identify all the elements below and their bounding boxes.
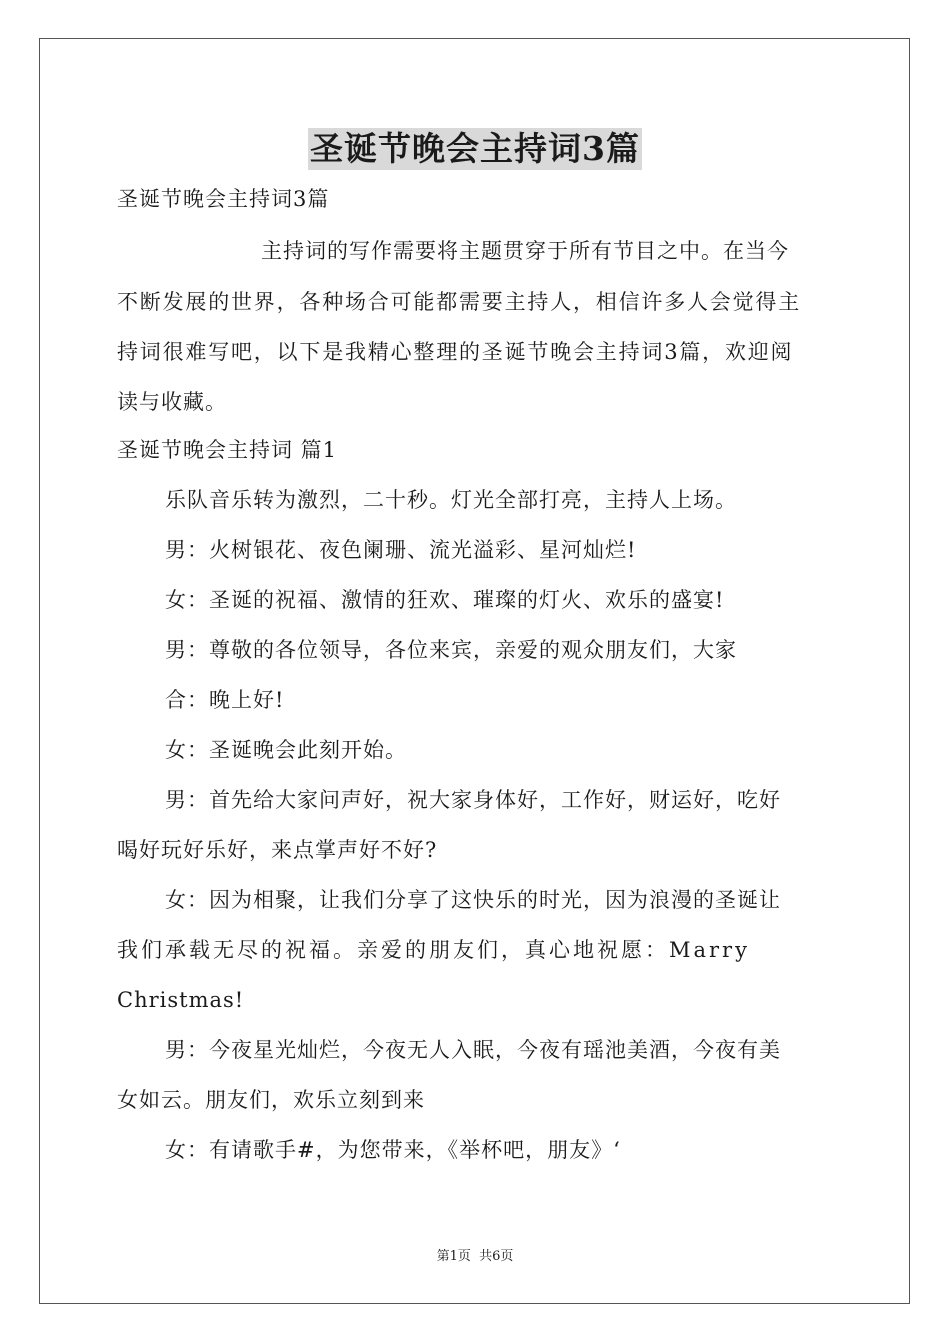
document-subtitle: 圣诞节晚会主持词3篇	[117, 187, 330, 211]
body-line: 乐队音乐转为激烈，二十秒。灯光全部打亮，主持人上场。	[165, 488, 737, 512]
intro-line: 读与收藏。	[117, 390, 227, 414]
body-line: 男：首先给大家问声好，祝大家身体好，工作好，财运好，吃好	[165, 788, 781, 812]
page-border	[39, 38, 910, 1304]
title-container	[0, 128, 950, 170]
body-line: 女如云。朋友们，欢乐立刻到来	[117, 1088, 425, 1112]
body-line: 女：圣诞晚会此刻开始。	[165, 738, 407, 762]
body-line: Christmas!	[117, 988, 245, 1012]
body-line: 男：尊敬的各位领导，各位来宾，亲爱的观众朋友们，大家	[165, 638, 737, 662]
page-total: 共6页	[479, 1249, 514, 1264]
page-footer	[0, 1248, 950, 1266]
intro-line: 持词很难写吧，以下是我精心整理的圣诞节晚会主持词3篇，欢迎阅	[117, 340, 794, 364]
body-line: 男：火树银花、夜色阑珊、流光溢彩、星河灿烂!	[165, 538, 637, 562]
body-line: 合：晚上好!	[165, 688, 285, 712]
body-line: 我们承载无尽的祝福。亲爱的朋友们，真心地祝愿：Marry	[117, 938, 750, 962]
section-heading: 圣诞节晚会主持词 篇1	[117, 438, 338, 462]
body-line: 女：圣诞的祝福、激情的狂欢、璀璨的灯火、欢乐的盛宴!	[165, 588, 725, 612]
body-line: 喝好玩好乐好，来点掌声好不好?	[117, 838, 438, 862]
intro-line: 主持词的写作需要将主题贯穿于所有节目之中。在当今	[261, 239, 789, 263]
body-line: 女：因为相聚，让我们分享了这快乐的时光，因为浪漫的圣诞让	[165, 888, 781, 912]
intro-line: 不断发展的世界，各种场合可能都需要主持人，相信许多人会觉得主	[117, 290, 801, 314]
page-number: 第1页	[436, 1249, 471, 1264]
body-line: 女：有请歌手#，为您带来，《举杯吧，朋友》‘	[165, 1138, 621, 1162]
document-title: 圣诞节晚会主持词3篇	[310, 129, 640, 168]
body-line: 男：今夜星光灿烂，今夜无人入眠，今夜有瑶池美酒，今夜有美	[165, 1038, 781, 1062]
